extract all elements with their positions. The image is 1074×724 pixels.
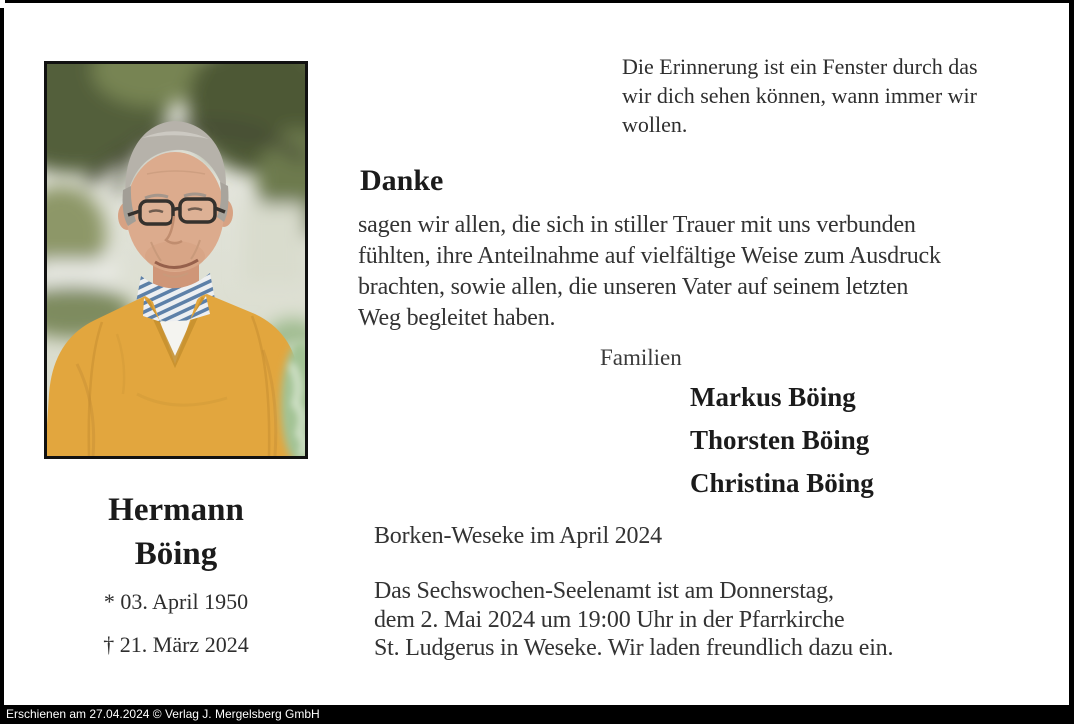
family-name: Markus Böing — [690, 382, 856, 412]
deceased-block — [44, 488, 308, 675]
thanks-line: brachten, sowie allen, die unseren Vater auf seinem letzten — [358, 274, 909, 300]
thanks-heading: Danke — [360, 164, 444, 197]
place-date-line: Borken-Weseke im April 2024 — [374, 523, 662, 549]
service-line: Das Sechswochen-Seelenamt ist am Donnerstag, — [374, 578, 834, 604]
birth-date: * 03. April 1950 — [103, 589, 249, 614]
publisher-footer — [0, 705, 1074, 724]
deceased-last-name: Böing — [134, 536, 218, 572]
deceased-dates — [44, 589, 308, 675]
card-border-right — [1069, 0, 1074, 724]
card-border-top — [5, 0, 1074, 3]
thanks-text — [358, 210, 1064, 334]
portrait-photo — [44, 61, 308, 459]
thanks-line: fühlten, ihre Anteilnahme auf vielfältige Weise zum Ausdruck — [358, 243, 941, 269]
service-line: St. Ludgerus in Weseke. Wir laden freundlich dazu ein. — [374, 635, 894, 661]
family-label: Familien — [600, 345, 682, 370]
quote-line: wollen. — [622, 112, 688, 137]
service-line: dem 2. Mai 2024 um 19:00 Uhr in der Pfarrkirche — [374, 606, 845, 633]
publisher-footer-text: Erschienen am 27.04.2024 © Verlag J. Mergelsberg GmbH — [6, 707, 320, 721]
thanks-line: sagen wir allen, die sich in stiller Trauer mit uns verbunden — [358, 212, 916, 238]
service-announcement — [374, 577, 1054, 663]
card-border-left — [0, 8, 4, 724]
quote-line: wir dich sehen können, wann immer wir — [622, 83, 977, 108]
family-name: Christina Böing — [690, 468, 874, 498]
thanks-line: Weg begleitet haben. — [358, 305, 556, 331]
deceased-name — [44, 488, 308, 576]
quote-line: Die Erinnerung ist ein Fenster durch das — [622, 54, 978, 79]
deceased-first-name: Hermann — [108, 492, 244, 528]
memorial-quote — [622, 52, 1052, 139]
family-names — [690, 376, 874, 505]
death-date: † 21. März 2024 — [103, 632, 249, 657]
family-name: Thorsten Böing — [690, 425, 870, 455]
